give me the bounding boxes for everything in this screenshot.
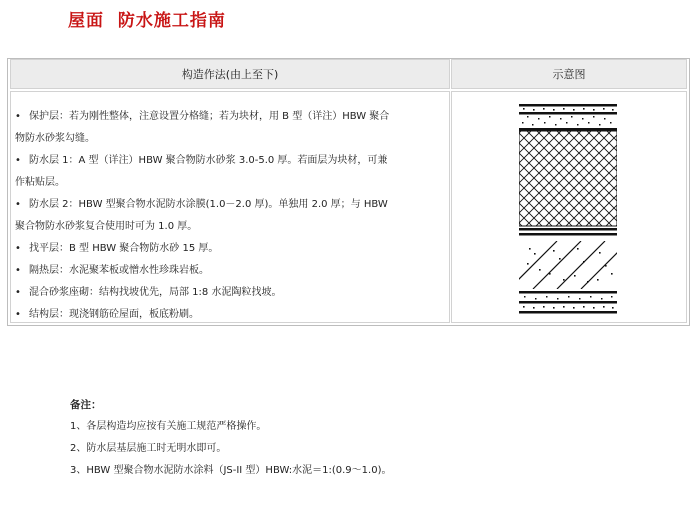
diagram-cell bbox=[451, 91, 687, 323]
header-diagram: 示意图 bbox=[451, 59, 687, 89]
header-construction-method: 构造作法(由上至下) bbox=[10, 59, 450, 89]
notes-title: 备注： bbox=[70, 399, 102, 411]
layer-text: 防水层 1：A 型（详注）HBW 聚合物防水砂浆 3.0-5.0 厚。若面层为块材，可兼 bbox=[29, 155, 388, 166]
layer-line bbox=[15, 304, 445, 326]
structural-layer-graphic bbox=[519, 291, 617, 314]
layer-text: 物防水砂浆勾缝。 bbox=[15, 133, 95, 144]
layers-cell bbox=[10, 91, 450, 323]
layer-line bbox=[15, 216, 445, 238]
layer-line bbox=[15, 106, 445, 128]
layer-line bbox=[15, 238, 445, 260]
note-item: 3、HBW 型聚合物水泥防水涂料（JS-II 型）HBW:水泥＝1:(0.9～1.0)。 bbox=[70, 465, 392, 476]
layer-line bbox=[15, 150, 445, 172]
bullet-icon: • bbox=[15, 199, 21, 210]
layer-text: 保护层：若为刚性整体，注意设置分格缝；若为块材，用 B 型（详注）HBW 聚合 bbox=[29, 111, 390, 122]
page-title: 屋面 防水施工指南 bbox=[68, 11, 226, 31]
layer-text: 作粘贴层。 bbox=[15, 177, 65, 188]
layer-line bbox=[15, 282, 445, 304]
layer-text: 结构层：现浇钢筋砼屋面，板底粉刷。 bbox=[29, 309, 199, 320]
bullet-icon: • bbox=[15, 111, 21, 122]
layer-text: 隔热层：水泥聚苯板或憎水性珍珠岩板。 bbox=[29, 265, 209, 276]
roof-section-diagram bbox=[519, 103, 617, 315]
layer-text: 防水层 2：HBW 型聚合物水泥防水涂膜(1.0－2.0 厚)。单独用 2.0 厚；与 HBW bbox=[29, 199, 388, 210]
note-item: 1、各层构造均应按有关施工规范严格操作。 bbox=[70, 421, 267, 432]
leveling-layer-graphic bbox=[519, 228, 617, 289]
bullet-icon: • bbox=[15, 155, 21, 166]
notes-section bbox=[70, 394, 391, 482]
layer-text: 聚合物防水砂浆复合使用时可为 1.0 厚。 bbox=[15, 221, 198, 232]
layer-line bbox=[15, 128, 445, 150]
bullet-icon: • bbox=[15, 243, 21, 254]
protective-layer-graphic bbox=[519, 104, 617, 126]
bullet-icon: • bbox=[15, 287, 21, 298]
bullet-icon: • bbox=[15, 309, 21, 320]
layer-list bbox=[11, 92, 449, 326]
layer-line bbox=[15, 194, 445, 216]
layer-text: 找平层：B 型 HBW 聚合物防水砂 15 厚。 bbox=[29, 243, 219, 254]
layer-line bbox=[15, 172, 445, 194]
construction-spec-table bbox=[7, 58, 690, 326]
layer-line bbox=[15, 260, 445, 282]
bullet-icon: • bbox=[15, 265, 21, 276]
layer-text: 混合砂浆座砌：结构找坡优先，局部 1:8 水泥陶粒找坡。 bbox=[29, 287, 282, 298]
waterproof-layer-graphic bbox=[519, 128, 617, 226]
note-item: 2、防水层基层施工时无明水即可。 bbox=[70, 443, 227, 454]
